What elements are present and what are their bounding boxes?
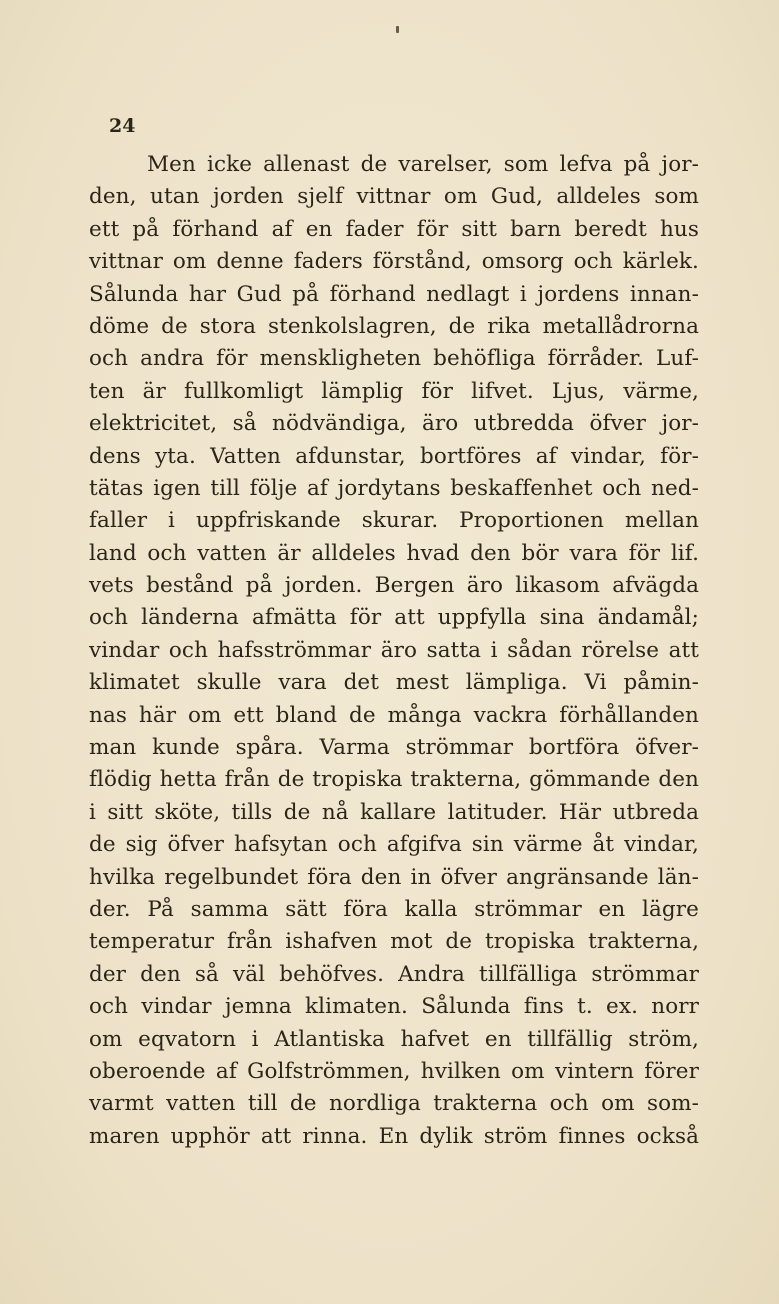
text-line: och vindar jemna klimaten. Sålunda fins t. ex. norr (89, 994, 699, 1020)
text-line: faller i uppfriskande skurar. Proportionen mellan (89, 508, 699, 534)
text-line: om eqvatorn i Atlantiska hafvet en tillfällig ström, (89, 1026, 699, 1052)
text-line: der. På samma sätt föra kalla strömmar en lägre (89, 896, 699, 922)
text-line: och länderna afmätta för att uppfylla sina ändamål; (89, 605, 699, 631)
text-line: vindar och hafsströmmar äro satta i sådan rörelse att (89, 637, 699, 663)
text-line: klimatet skulle vara det mest lämpliga. Vi påmin- (89, 670, 699, 696)
text-line: land och vatten är alldeles hvad den bör vara för lif. (89, 540, 699, 566)
text-line: Men icke allenast de varelser, som lefva på jor- (147, 152, 699, 177)
text-line: den, utan jorden sjelf vittnar om Gud, alldeles som (89, 184, 699, 210)
page-number: 24 (109, 115, 136, 137)
text-line: dens yta. Vatten afdunstar, bortföres af vindar, för- (89, 443, 699, 469)
text-line: der den så väl behöfves. Andra tillfälliga strömmar (89, 961, 699, 987)
text-line: döme de stora stenkolslagren, de rika metallådrorna (89, 313, 699, 339)
text-line: vets bestånd på jorden. Bergen äro likasom afvägda (89, 573, 699, 599)
print-speck (396, 26, 399, 33)
text-line: vittnar om denne faders förstånd, omsorg och kärlek. (89, 249, 699, 275)
text-line: temperatur från ishafven mot de tropiska trakterna, (89, 929, 699, 955)
text-line: och andra för menskligheten behöfliga förråder. Luf- (89, 346, 699, 372)
text-line: elektricitet, så nödvändiga, äro utbredda öfver jor- (89, 411, 699, 437)
text-line: ett på förhand af en fader för sitt barn beredt hus (89, 216, 699, 242)
text-line: maren upphör att rinna. En dylik ström finnes också (89, 1123, 699, 1149)
text-line: Sålunda har Gud på förhand nedlagt i jordens innan- (89, 281, 699, 307)
text-line: tätas igen till följe af jordytans beskaffenhet och ned- (89, 475, 699, 501)
text-line: i sitt sköte, tills de nå kallare latituder. Här utbreda (89, 799, 699, 825)
text-line: varmt vatten till de nordliga trakterna och om som- (89, 1091, 699, 1117)
text-line: ten är fullkomligt lämplig för lifvet. Ljus, värme, (89, 378, 699, 404)
text-line: nas här om ett bland de många vackra förhållanden (89, 702, 699, 728)
text-line: hvilka regelbundet föra den in öfver angränsande län- (89, 864, 699, 890)
text-line: flödig hetta från de tropiska trakterna, gömmande den (89, 767, 699, 793)
text-line: man kunde spåra. Varma strömmar bortföra öfver- (89, 735, 699, 761)
text-line: de sig öfver hafsytan och afgifva sin värme åt vindar, (89, 832, 699, 858)
body-text (89, 149, 699, 1153)
text-line: oberoende af Golfströmmen, hvilken om vintern förer (89, 1058, 699, 1084)
